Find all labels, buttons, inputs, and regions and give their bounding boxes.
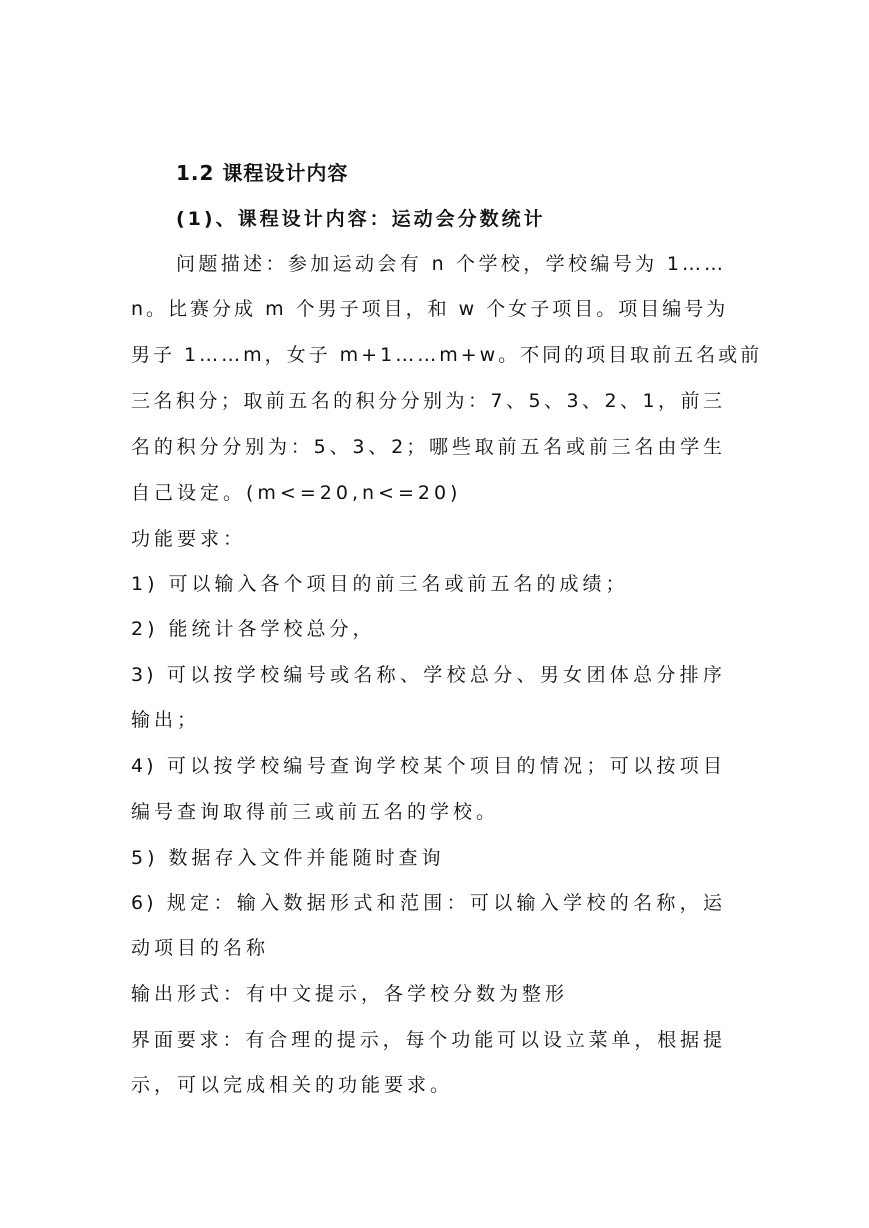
requirement-item-4: 4) 可以按学校编号查询学校某个项目的情况；可以按项目 [131,755,725,777]
output-form: 输出形式：有中文提示，各学校分数为整形 [131,983,569,1005]
section-title: 1.2 课程设计内容 [176,161,349,185]
requirement-item-3-cont: 输出； [131,709,201,731]
requirement-item-2: 2) 能统计各学校总分， [131,618,376,640]
requirement-item-5: 5) 数据存入文件并能随时查询 [131,847,445,869]
problem-line-5: 名的积分分别为：5、3、2；哪些取前五名或前三名由学生 [131,436,725,458]
subsection-title: (1)、课程设计内容：运动会分数统计 [176,208,546,230]
requirements-label: 功能要求： [131,528,247,550]
interface-line-1: 界面要求：有合理的提示，每个功能可以设立菜单，根据提 [131,1029,725,1051]
problem-line-1: 问题描述：参加运动会有 n 个学校，学校编号为 1…… [176,253,726,275]
interface-line-2: 示，可以完成相关的功能要求。 [131,1074,454,1096]
problem-line-3: 男子 1……m，女子 m+1……m+w。不同的项目取前五名或前 [131,344,763,366]
requirement-item-6: 6) 规定：输入数据形式和范围：可以输入学校的名称，运 [131,892,725,914]
problem-line-2: n。比赛分成 m 个男子项目，和 w 个女子项目。项目编号为 [131,298,729,320]
requirement-item-4-cont: 编号查询取得前三或前五名的学校。 [131,801,500,823]
requirement-item-1: 1) 可以输入各个项目的前三名或前五名的成绩； [131,573,629,595]
requirement-item-3: 3) 可以按学校编号或名称、学校总分、男女团体总分排序 [131,664,725,686]
requirement-item-6-cont: 动项目的名称 [131,937,270,959]
problem-line-6: 自己设定。(m<=20,n<=20) [131,482,462,504]
problem-line-4: 三名积分；取前五名的积分分别为：7、5、3、2、1，前三 [131,390,725,412]
